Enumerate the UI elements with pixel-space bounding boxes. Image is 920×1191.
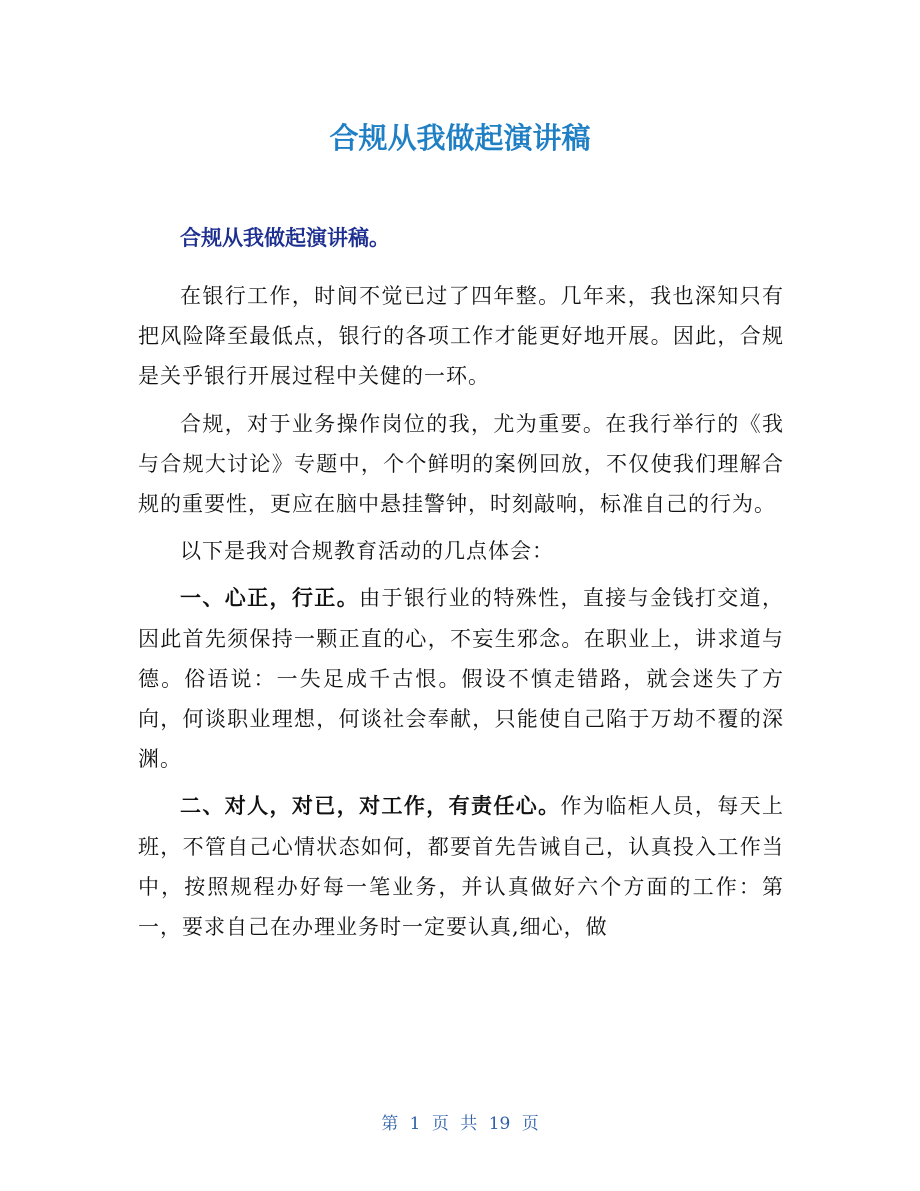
point-1 (138, 578, 784, 779)
paragraph-3: 以下是我对合规教育活动的几点体会： (180, 539, 554, 564)
page-number-footer: 第 1 页 共 19 页 (381, 1114, 539, 1134)
point-1-heading: 一、心正，行正。 (180, 585, 360, 611)
point-2-text: 作为临柜人员，每天上班，不管自己心情状态如何，都要首先告诫自己，认真投入工作当中，按照规程办好每一笔业务，并认真做好六个方面的工作：第一，要求自己在办理业务时一定要认真,细心，做 (138, 794, 785, 940)
document-subtitle: 合规从我做起演讲稿。 (180, 226, 390, 250)
point-2 (138, 786, 784, 947)
document-title: 合规从我做起演讲稿 (329, 121, 591, 155)
document-body (138, 276, 784, 947)
paragraph-1: 在银行工作，时间不觉已过了四年整。几年来，我也深知只有把风险降至最低点，银行的各项工作才能更好地开展。因此，合规是关乎银行开展过程中关健的一环。 (138, 284, 784, 389)
point-1-text: 由于银行业的特殊性，直接与金钱打交道，因此首先须保持一颗正直的心，不妄生邪念。在职业上，讲求道与德。俗语说：一失足成千古恨。假设不慎走错路，就会迷失了方向，何谈职业理想，何谈社会奉献，只能使自己陷于万劫不覆的深渊。 (138, 586, 784, 772)
paragraph-2: 合规，对于业务操作岗位的我，尤为重要。在我行举行的《我与合规大讨论》专题中，个个鲜明的案例回放，不仅使我们理解合规的重要性，更应在脑中悬挂警钟，时刻敲响，标准自己的行为。 (138, 411, 784, 517)
point-2-heading: 二、对人，对已，对工作，有责任心。 (180, 793, 561, 819)
